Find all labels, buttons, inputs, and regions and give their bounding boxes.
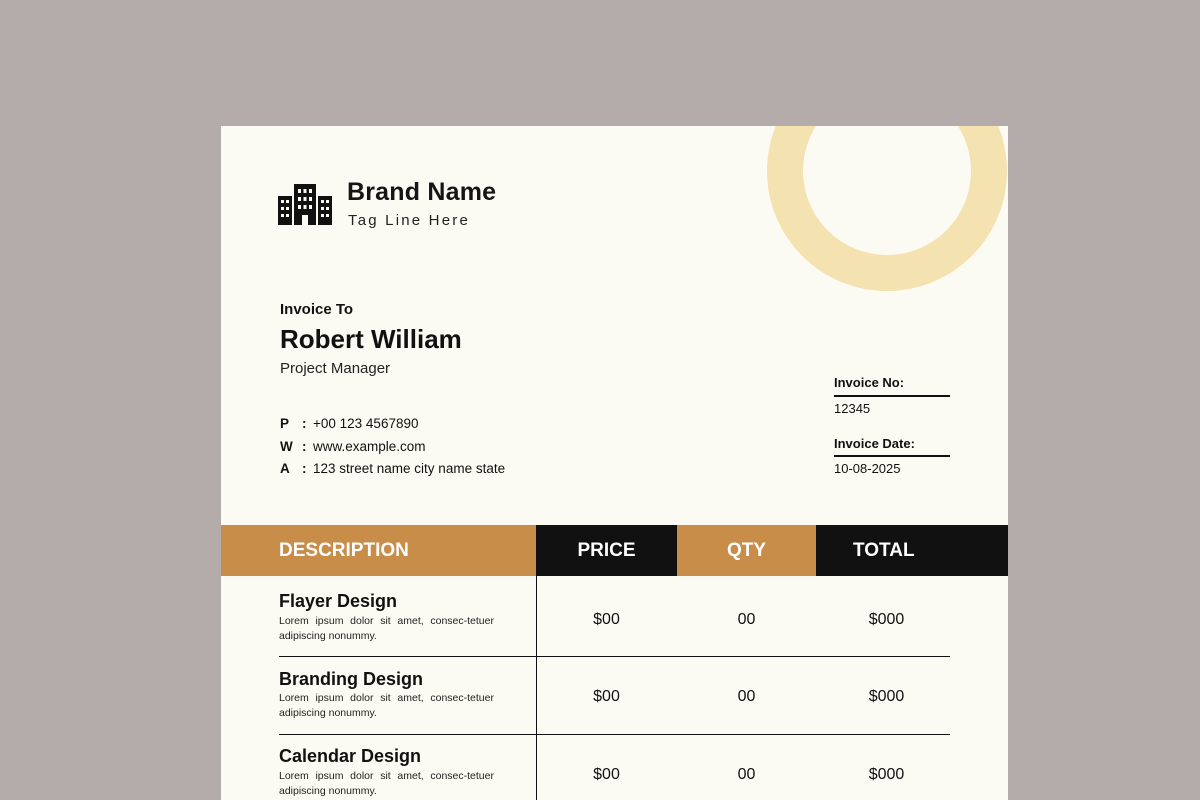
item-description: Lorem ipsum dolor sit amet, consec-tetuer adipiscing nonummy. [279,615,494,642]
item-total: $000 [868,688,905,705]
row-divider [279,656,950,657]
brand-tagline: Tag Line Here [348,212,470,229]
item-total: $000 [868,766,905,783]
row-divider [279,734,950,735]
item-title: Branding Design [279,669,424,689]
divider [834,395,950,397]
invoice-date-label: Invoice Date: [834,436,915,451]
item-total: $000 [868,611,905,628]
item-qty: 00 [737,611,756,628]
client-name: Robert William [280,324,462,354]
item-description: Lorem ipsum dolor sit amet, consec-tetuer adipiscing nonummy. [279,692,494,719]
header-description: DESCRIPTION [221,525,536,576]
header-qty: QTY [677,525,816,576]
header-total: TOTAL [816,525,1008,576]
invoice-to-label: Invoice To [280,301,354,318]
item-price: $00 [593,688,620,705]
contact-value: 123 street name city name state [313,461,506,476]
invoice-no-label: Invoice No: [834,375,905,390]
contact-value: +00 123 4567890 [313,416,419,431]
item-price: $00 [593,611,620,628]
item-qty: 00 [737,766,756,783]
item-qty: 00 [737,688,756,705]
item-description: Lorem ipsum dolor sit amet, consec-tetuer adipiscing nonummy. [279,770,494,797]
contact-sep: : [302,439,307,454]
brand-name: Brand Name [347,178,497,206]
item-price: $00 [593,766,620,783]
contact-sep: : [302,416,307,431]
contact-key: P [280,416,290,431]
invoice-sheet [221,126,1008,800]
divider [834,455,950,457]
decorative-ring [767,126,1007,291]
contact-value: www.example.com [313,439,426,454]
building-icon [278,184,332,225]
contact-address [280,461,505,476]
invoice-date-value: 10-08-2025 [834,461,901,476]
item-title: Flayer Design [279,591,398,611]
item-title: Calendar Design [279,746,422,766]
contact-key: W [280,439,293,454]
header-price: PRICE [536,525,677,576]
contact-sep: : [302,461,307,476]
contact-phone [280,416,418,431]
contact-website [280,439,426,454]
client-role: Project Manager [280,360,391,377]
contact-key: A [280,461,290,476]
invoice-no-value: 12345 [834,401,871,416]
